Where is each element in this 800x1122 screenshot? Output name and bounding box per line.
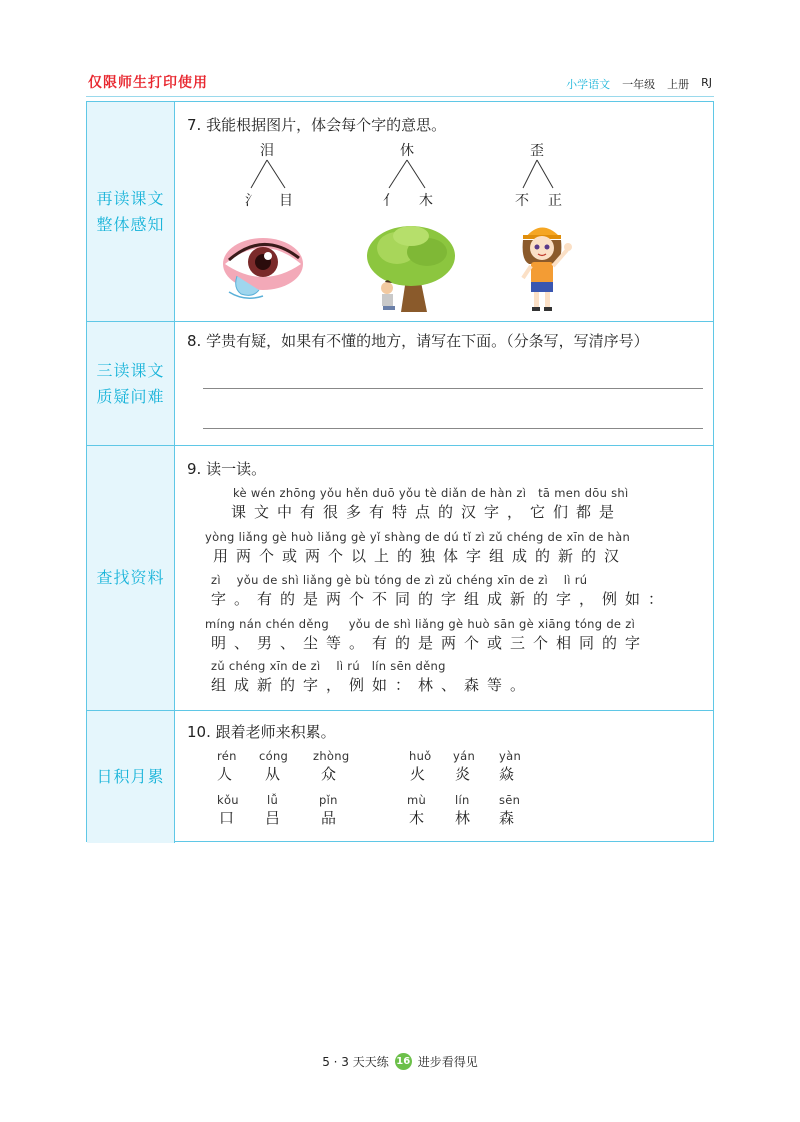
tree-right-char: 目 [279,193,293,209]
pinyin-line: kè wén zhōng yǒu hěn duō yǒu tè diǎn de hàn zì tā men dōu shì [233,486,629,500]
section-content [175,711,713,843]
hanzi: 火 [410,765,434,783]
tree-branch [267,160,285,188]
section-label-line: 质疑问难 [96,386,165,406]
pinyin: pǐn [319,793,338,807]
tree-branch [523,160,537,188]
question-9-title: 9. 读一读。 [187,460,267,478]
footer-series: 5 · 3 天天练 [322,1055,389,1069]
page-number: 16 [395,1053,412,1070]
pinyin: sēn [499,793,521,807]
hanzi: 林 [455,809,479,827]
hanzi-line: 字。有的是两个不同的字组成新的字，例如： [211,590,672,608]
pinyin: mù [407,793,427,807]
answer-line[interactable] [203,428,703,429]
subject-label: 小学语文 [566,78,611,91]
tree-top-char: 休 [400,143,414,159]
tree-top-char: 泪 [260,143,274,159]
hanzi: 众 [321,765,345,783]
hanzi-line: 组成新的字，例如：林、森等。 [211,676,534,694]
section-label-line: 查找资料 [96,568,165,587]
pinyin: yàn [499,749,522,763]
question-8-title: 8. 学贵有疑，如果有不懂的地方，请写在下面。（分条写，写清序号） [187,332,649,350]
pinyin-line: yòng liǎng gè huò liǎng gè yǐ shàng de dú tǐ zì zǔ chéng de xīn de hàn [205,530,631,544]
pinyin: lín [455,793,470,807]
section-label [87,102,175,321]
tree-left-char: 不 [515,193,529,209]
tree-left-char: 亻 [383,193,397,209]
section-label-line: 整体感知 [96,214,165,234]
volume-label: 上册 [667,78,690,91]
footer-slogan: 进步看得见 [417,1055,478,1069]
section-row-accumulate [87,711,713,843]
section-label-line: 再读课文 [96,188,165,208]
girl-waving-illustration [511,216,575,316]
hanzi: 口 [219,809,243,827]
hanzi-line: 明、男、尘等。有的是两个或三个相同的字 [211,634,649,652]
section-label-line: 日积月累 [96,767,165,786]
section-row-research [87,446,713,711]
pinyin: yán [453,749,476,763]
hanzi: 吕 [265,809,289,827]
answer-line[interactable] [203,388,703,389]
pinyin-line: zì yǒu de shì liǎng gè bù tóng de zì zǔ chéng xīn de zì lì rú [211,573,588,587]
hanzi: 品 [321,809,345,827]
hanzi-line: 课文中有很多有特点的汉字，它们都是 [231,503,623,521]
tree-branch [251,160,267,188]
question-10-title: 10. 跟着老师来积累。 [187,723,336,741]
hanzi: 森 [499,809,523,827]
question-7-title: 7. 我能根据图片，体会每个字的意思。 [187,116,447,134]
section-content [175,102,713,321]
section-content [175,446,713,710]
hanzi: 木 [409,809,433,827]
header-divider [86,96,714,97]
grade-label: 一年级 [622,78,656,91]
pinyin: cóng [259,749,289,763]
page-footer [0,1053,800,1070]
section-label [87,446,175,710]
pinyin-line: zǔ chéng xīn de zì lì rú lín sēn děng [211,659,446,673]
section-content [175,322,713,445]
section-label [87,711,175,843]
pinyin: kǒu [217,793,239,807]
exercise-table [86,101,714,842]
hanzi: 炎 [455,765,479,783]
tree-branch [407,160,425,188]
tree-top-char: 歪 [530,143,544,159]
tree-right-char: 正 [548,193,562,209]
hanzi-line: 用两个或两个以上的独体字组成的新的汉 [213,547,628,565]
hanzi: 人 [217,765,241,783]
book-info [566,76,712,92]
pinyin: lǚ [267,793,279,807]
pinyin-line: míng nán chén děng yǒu de shì liǎng gè huò sān gè xiāng tóng de zì [205,617,636,631]
pinyin: rén [217,749,237,763]
section-label-line: 三读课文 [96,360,165,380]
tree-branch [537,160,553,188]
pinyin: huǒ [409,749,432,763]
tree-left-char: 氵 [245,193,259,209]
edition-label: RJ [701,76,712,89]
print-notice: 仅限师生打印使用 [88,75,208,91]
crying-eye-illustration [219,232,309,304]
tree-branch [389,160,407,188]
section-row-reread [87,102,713,322]
section-row-question [87,322,713,446]
tree-right-char: 木 [419,193,433,209]
pinyin: zhòng [313,749,350,763]
resting-under-tree-illustration [361,222,461,314]
section-label [87,322,175,445]
hanzi: 焱 [499,765,523,783]
hanzi: 从 [265,765,289,783]
